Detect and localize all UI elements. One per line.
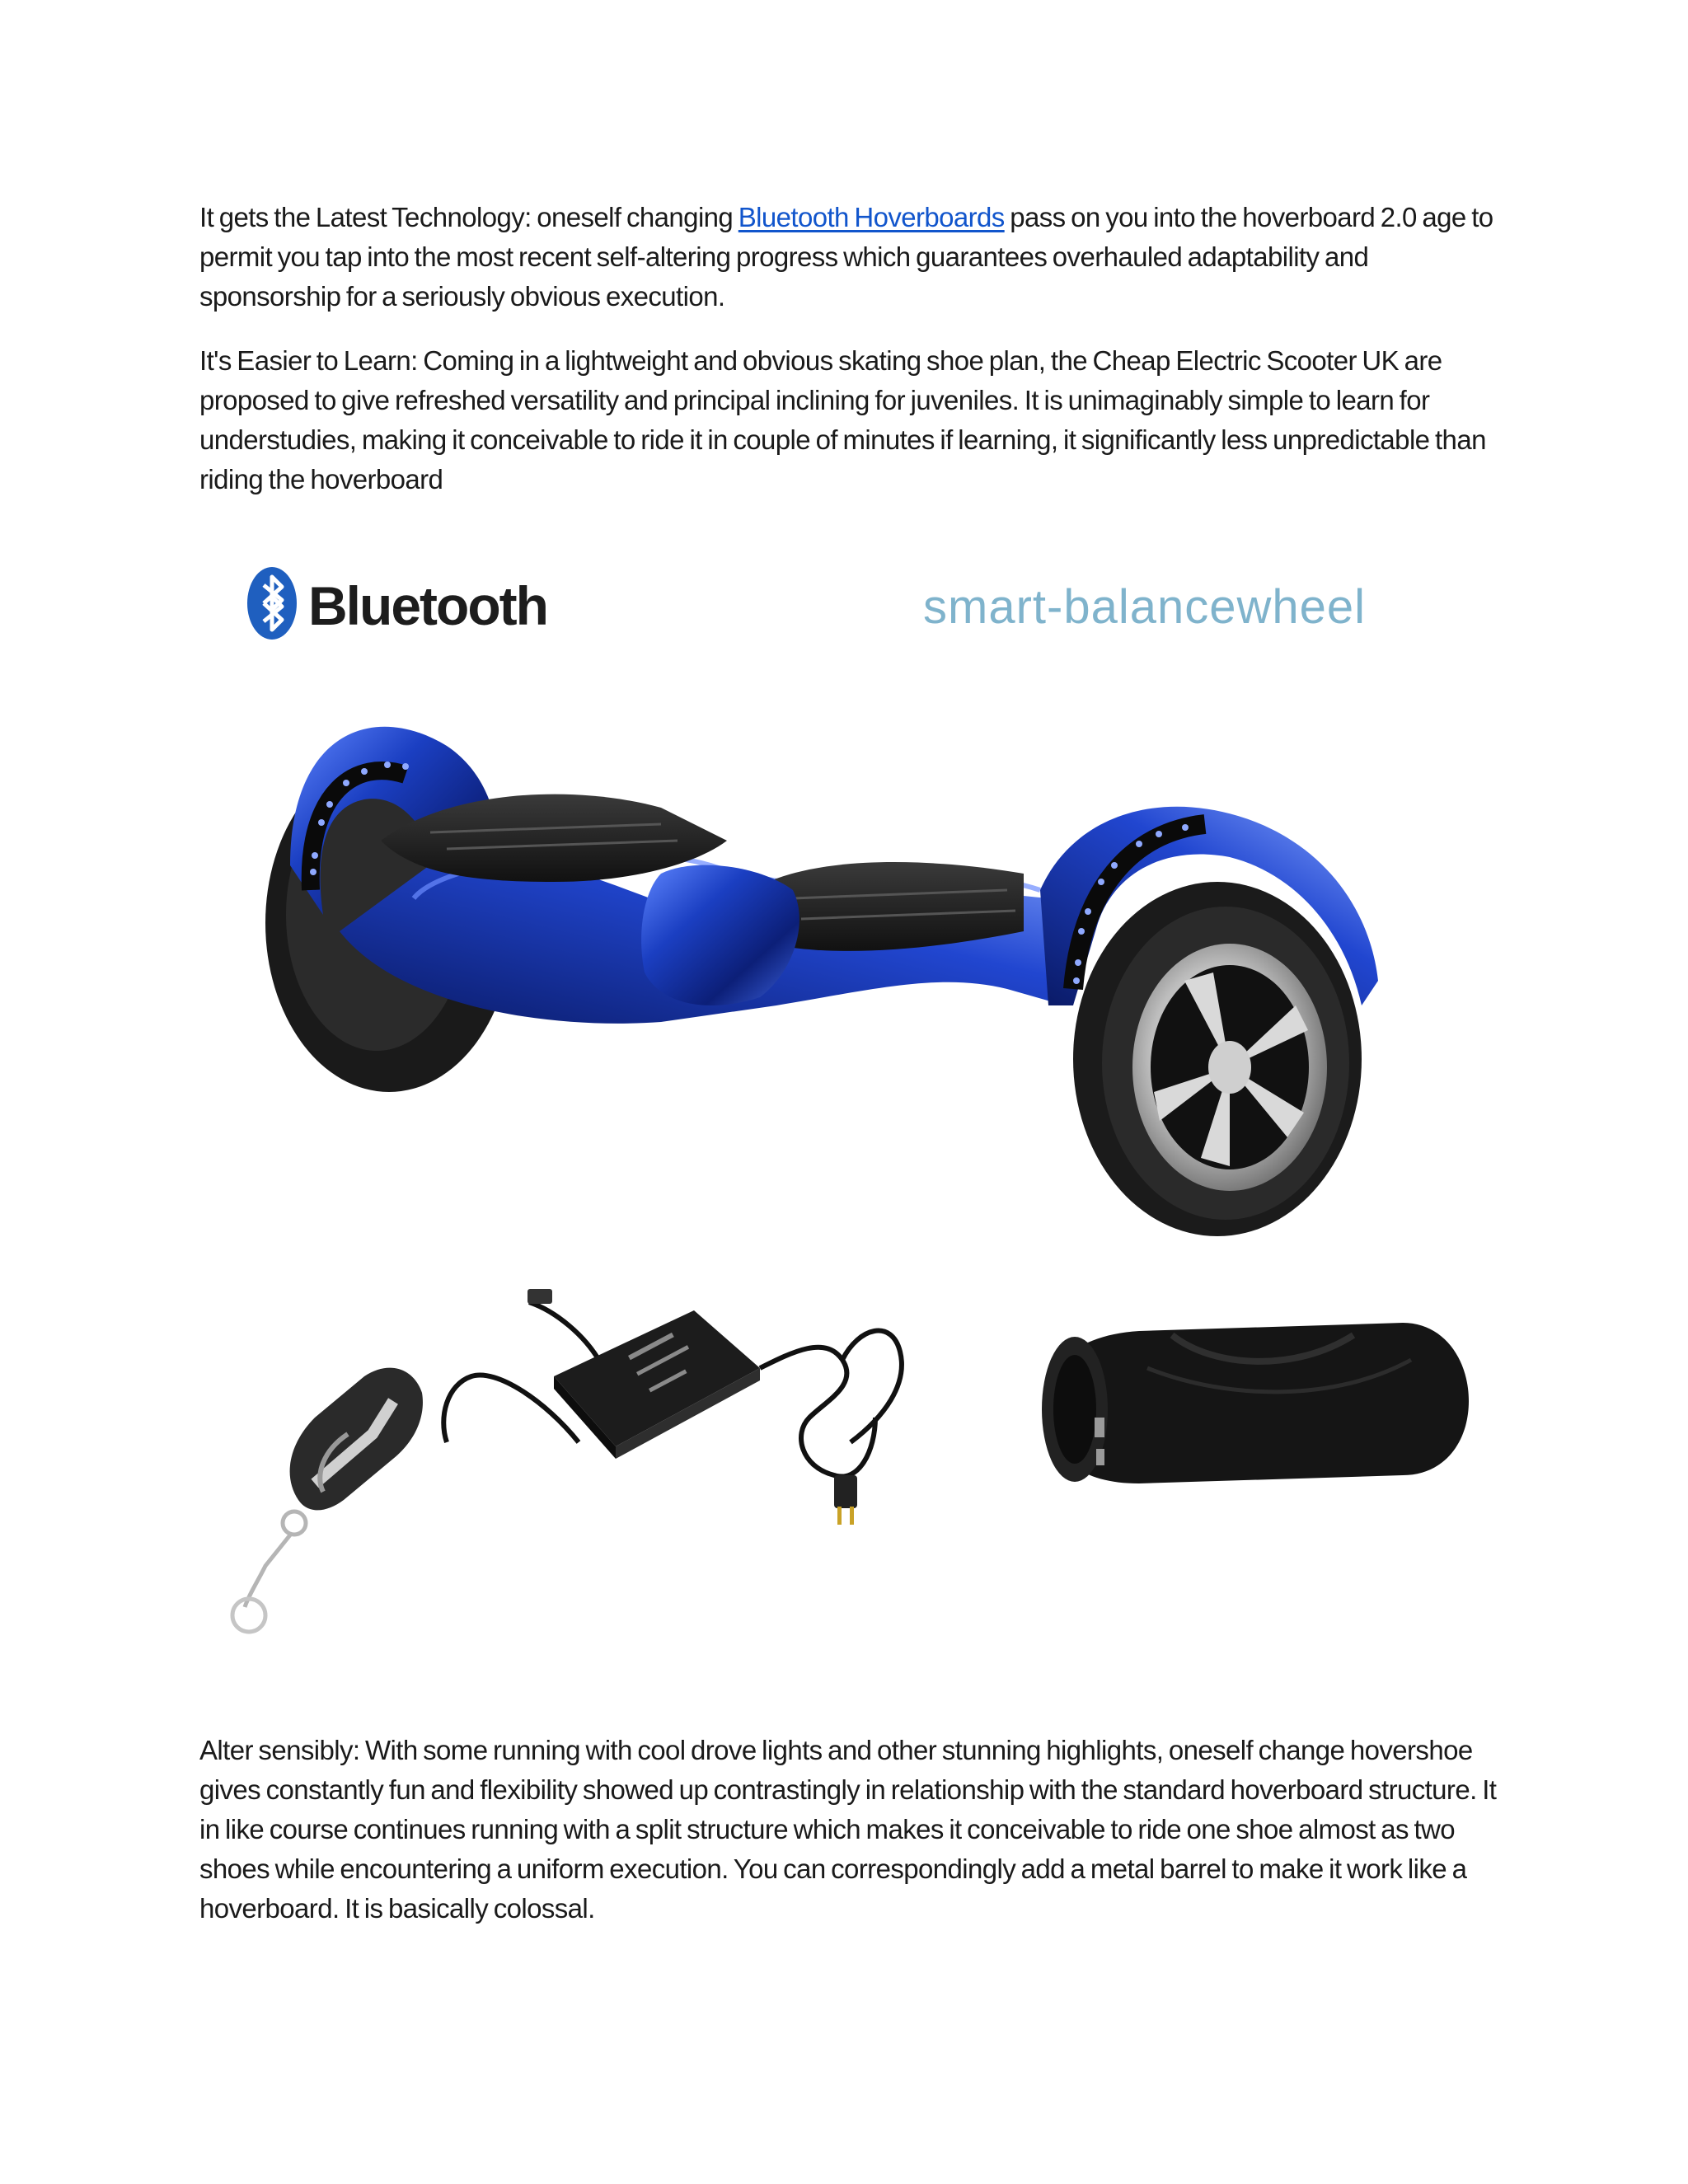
bluetooth-logo-text: Bluetooth — [308, 575, 547, 636]
zipper-pull — [1095, 1418, 1104, 1437]
bluetooth-hoverboards-link[interactable]: Bluetooth Hoverboards — [738, 202, 1005, 232]
paragraph-easier-to-learn: It's Easier to Learn: Coming in a lightweight and obvious skating shoe plan, the Cheap Electric Scooter UK are proposed to give refreshed versatility and principal inclining for juveniles. It is unimaginably simple to learn for understudies, making it conceivable to ride it in couple of minutes if learning, it significantly less unpredictable than riding the hoverboard — [199, 345, 1486, 494]
charger-adapter — [443, 1289, 902, 1525]
carry-bag — [1042, 1323, 1469, 1483]
bluetooth-logo — [247, 567, 547, 640]
hoverboard-product-image — [199, 544, 1502, 1698]
right-foot-pad — [765, 862, 1024, 951]
hoverboard — [265, 727, 1378, 1236]
power-plug — [834, 1475, 857, 1508]
paragraph-latest-technology — [199, 198, 1502, 316]
smart-balancewheel-logo: smart-balancewheel — [923, 580, 1367, 634]
key-ring — [232, 1599, 265, 1632]
paragraph-1-text-end: pass on you into the hoverboard 2.0 age to permit you tap into the most recent self-altering progress which guarantees overhauled adaptability and sponsorship for a seriously obvious execution. — [199, 202, 1493, 312]
paragraph-1-text-start: It gets the Latest Technology: oneself changing — [199, 202, 738, 232]
paragraph-alter-sensibly: Alter sensibly: With some running with cool drove lights and other stunning highlights, oneself change hovershoe gives constantly fun and flexibility showed up contrastingly in relationship with the standard hoverboard structure. It in like course continues running with a split structure which makes it conceivable to ride one shoe almost as two shoes while encountering a uniform execution. You can correspondingly add a metal barrel to make it work like a hoverboard. It is basically colossal. — [199, 1735, 1497, 1924]
remote-key-fob — [232, 1368, 423, 1632]
